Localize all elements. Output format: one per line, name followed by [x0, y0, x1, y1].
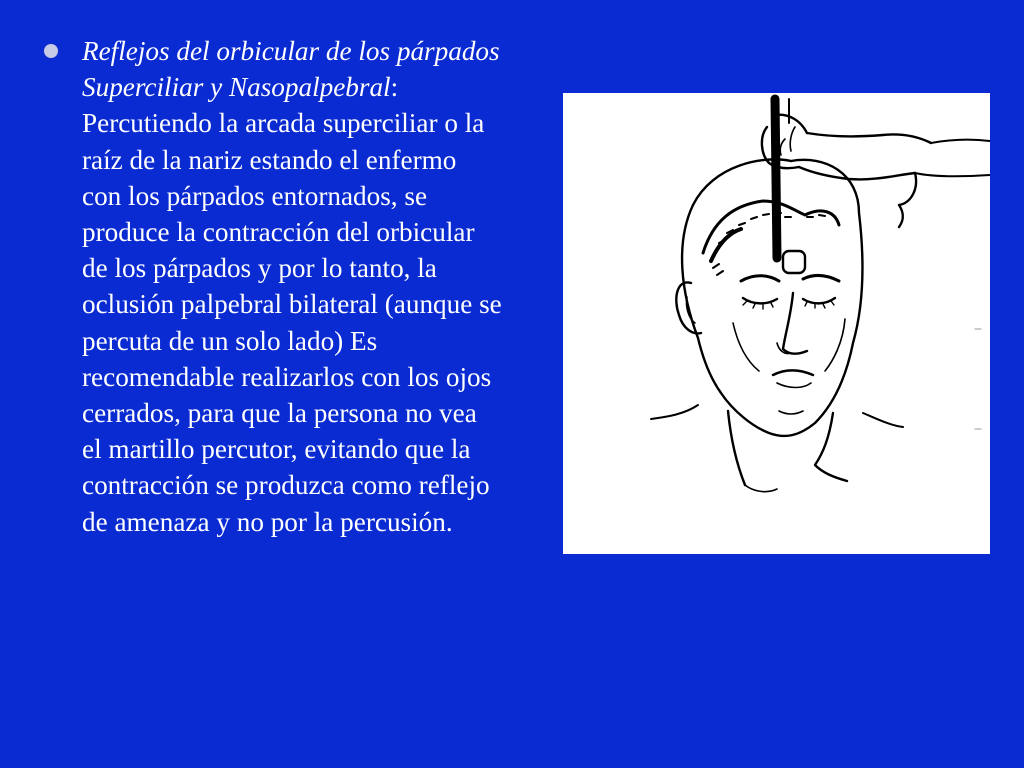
bullet-dot-icon	[44, 44, 58, 58]
reflex-illustration	[563, 93, 990, 554]
title-separator: :	[390, 72, 399, 103]
bullet-item	[44, 33, 514, 540]
reflex-description: Percutiendo la arcada superciliar o la raíz de la nariz estando el enfermo con los párpados entornados, se produce la contracción del orbicular de los párpados y por lo tanto, la oclusión palpebral bilateral (aunque se percuta de un solo lado) Es recomendable realizarlos con los ojos cerrados, para que la persona no vea el martillo percutor, evitando que la contracción se produzca como reflejo de amenaza y no por la percusión.	[82, 108, 502, 537]
reflex-hammer-forehead-illustration-icon	[563, 93, 990, 554]
bullet-paragraph	[82, 33, 502, 540]
reflex-title: Reflejos del orbicular de los párpados Superciliar y Nasopalpebral	[82, 36, 500, 103]
